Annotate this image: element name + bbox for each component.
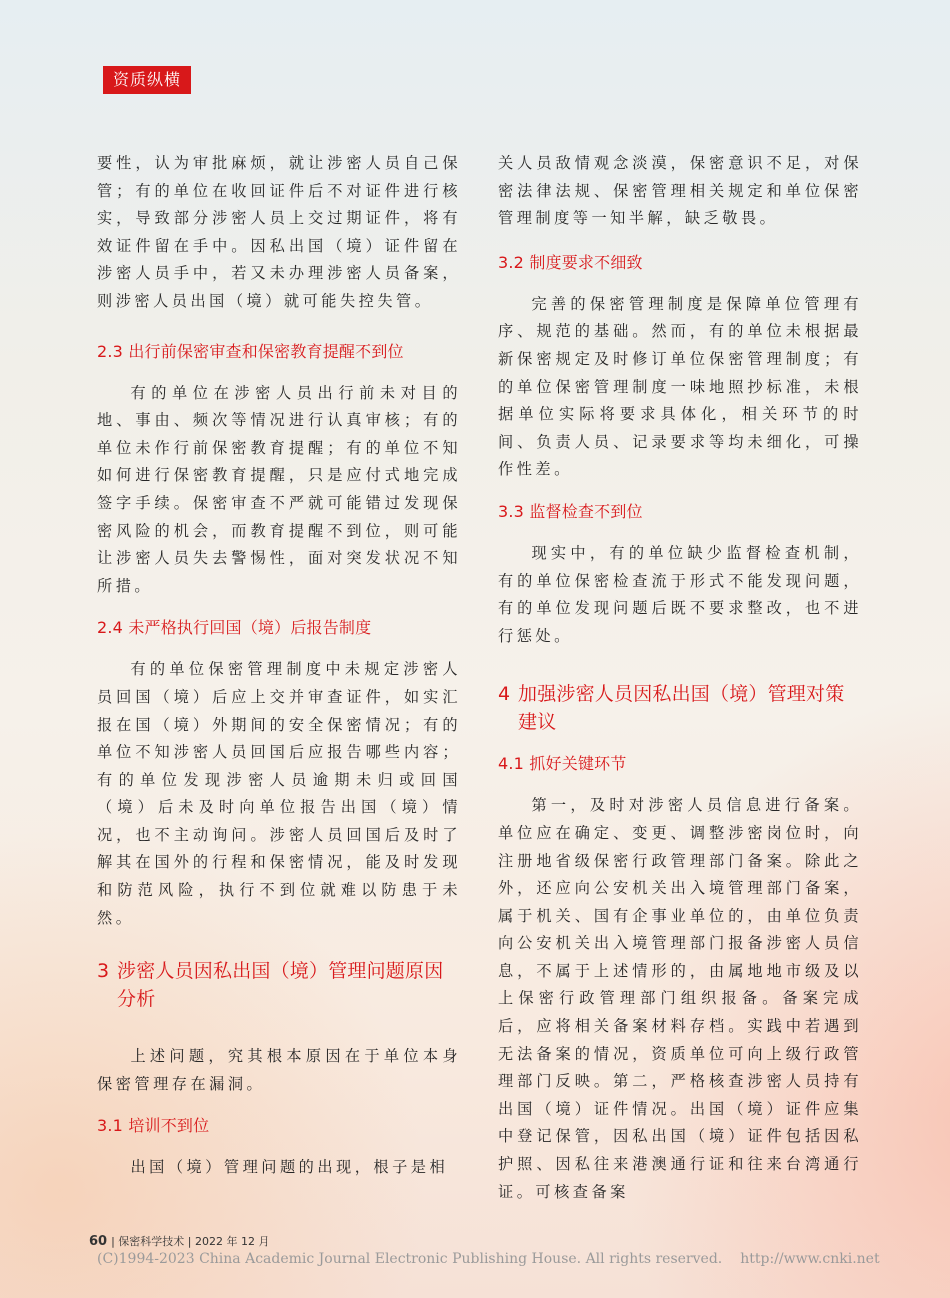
- heading-4: [498, 680, 862, 736]
- heading-4-number: 4: [498, 683, 511, 706]
- paragraph-3: 上述问题，究其根本原因在于单位本身保密管理存在漏洞。: [97, 1047, 461, 1093]
- heading-3-3: 3.3 监督检查不到位: [498, 501, 643, 521]
- cnki-link[interactable]: http://www.cnki.net: [740, 1251, 880, 1267]
- heading-3-line-2: 分析: [117, 988, 156, 1011]
- copyright-watermark: [97, 1249, 880, 1269]
- journal-info: | 保密科学技术 | 2022 年 12 月: [111, 1235, 270, 1248]
- left-column: [97, 150, 461, 1182]
- paragraph-2-4: 有的单位保密管理制度中未规定涉密人员回国（境）后应上交并审查证件，如实汇报在国（境）外期间的安全保密情况；有的单位不知涉密人员回国后应报告哪些内容；有的单位发现涉密人员逾期未归或回国（境）后未及时向单位报告出国（境）情况，也不主动询问。涉密人员回国后及时了解其在国外的行程和保密情况，能及时发现和防范风险，执行不到位就难以防患于未然。: [97, 660, 461, 927]
- page-number: 60: [89, 1234, 108, 1249]
- paragraph-3-1: 出国（境）管理问题的出现，根子是相: [130, 1158, 449, 1177]
- heading-2-4: 2.4 未严格执行回国（境）后报告制度: [97, 618, 372, 638]
- paragraph-3-2: 完善的保密管理制度是保障单位管理有序、规范的基础。然而，有的单位未根据最新保密规定及时修订单位保密管理制度；有的单位保密管理制度一味地照抄标准，未根据单位实际将要求具体化，相关环节的时间、负责人员、记录要求等均未细化，可操作性差。: [498, 294, 862, 479]
- copyright-text: (C)1994-2023 China Academic Journal Electronic Publishing House. All rights reserved.: [97, 1251, 723, 1267]
- heading-3-2: 3.2 制度要求不细致: [498, 252, 643, 272]
- heading-3-line-1: 涉密人员因私出国（境）管理问题原因: [117, 960, 444, 983]
- page-footer: [89, 1234, 269, 1250]
- paragraph-2-3: 有的单位在涉密人员出行前未对目的地、事由、频次等情况进行认真审核；有的单位未作行前保密教育提醒；有的单位不知如何进行保密教育提醒，只是应付式地完成签字手续。保密审查不严就可能错过发现保密风险的机会，而教育提醒不到位，则可能让涉密人员失去警惕性，面对突发状况不知所措。: [97, 383, 461, 595]
- heading-3-1: 3.1 培训不到位: [97, 1116, 210, 1136]
- heading-3: [97, 957, 461, 1013]
- right-column: [498, 150, 862, 1206]
- heading-4-1: 4.1 抓好关键环节: [498, 754, 627, 774]
- heading-3-number: 3: [97, 960, 110, 983]
- heading-4-line-1: 加强涉密人员因私出国（境）管理对策: [518, 683, 845, 706]
- paragraph-3-1-continued: 关人员敌情观念淡漠，保密意识不足，对保密法律法规、保密管理相关规定和单位保密管理制度等一知半解，缺乏敬畏。: [498, 154, 862, 228]
- section-tag: 资质纵横: [103, 66, 191, 94]
- paragraph-3-3: 现实中，有的单位缺少监督检查机制，有的单位保密检查流于形式不能发现问题，有的单位发现问题后既不要求整改，也不进行惩处。: [498, 543, 862, 645]
- paragraph-intro: 要性，认为审批麻烦，就让涉密人员自己保管；有的单位在收回证件后不对证件进行核实，导致部分涉密人员上交过期证件，将有效证件留在手中。因私出国（境）证件留在涉密人员手中，若又未办理涉密人员备案，则涉密人员出国（境）就可能失控失管。: [97, 154, 461, 310]
- heading-2-3: 2.3 出行前保密审查和保密教育提醒不到位: [97, 341, 404, 361]
- heading-4-line-2: 建议: [518, 711, 557, 734]
- paragraph-4-1: 第一，及时对涉密人员信息进行备案。单位应在确定、变更、调整涉密岗位时，向注册地省级保密行政管理部门备案。除此之外，还应向公安机关出入境管理部门备案，属于机关、国有企事业单位的，由单位负责向公安机关出入境管理部门报备涉密人员信息，不属于上述情形的，由属地地市级及以上保密行政管理部门组织报备。备案完成后，应将相关备案材料存档。实践中若遇到无法备案的情况，资质单位可向上级行政管理部门反映。第二，严格核查涉密人员持有出国（境）证件情况。出国（境）证件应集中登记保管，因私出国（境）证件包括因私护照、因私往来港澳通行证和往来台湾通行证。可核查备案: [498, 796, 862, 1201]
